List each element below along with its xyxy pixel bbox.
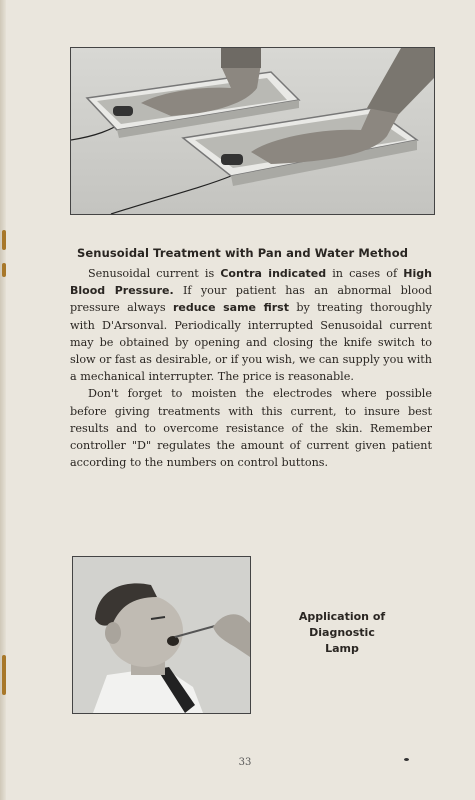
section-heading: Senusoidal Treatment with Pan and Water Method: [77, 246, 409, 260]
binding-mark: [2, 655, 6, 695]
diagnostic-lamp-illustration: [73, 557, 250, 713]
pan-treatment-illustration: [71, 48, 434, 214]
paragraph-electrodes: Don't forget to moisten the electrodes where possible before giving treatments with this current, to insure best results and to overcome resistance of the skin. Remember controller "D" regulates the amount of current given patient according to the numbers on control buttons.: [70, 387, 432, 470]
paragraph-contraindication: Senusoidal current is Contra indicated in cases of High Blood Pressure. If your patient has an abnormal blood pressure always reduce same first by treating thoroughly with D'Arsonval. Periodically interrupted Senusoidal current may be obtained by opening and closing the knife switch to slow or fast as desirable, or if you wish, we can supply you with a mechanical interrupter. The price is reasonable.: [70, 267, 432, 384]
body-text: [70, 265, 432, 471]
photo-caption: Application of Diagnostic Lamp: [298, 610, 386, 655]
pan-treatment-photo: [70, 47, 435, 215]
page-number: 33: [238, 757, 252, 768]
ink-speck: [404, 758, 409, 761]
binding-mark: [2, 263, 6, 277]
diagnostic-lamp-photo: [72, 556, 251, 714]
binding-mark: [2, 230, 6, 250]
